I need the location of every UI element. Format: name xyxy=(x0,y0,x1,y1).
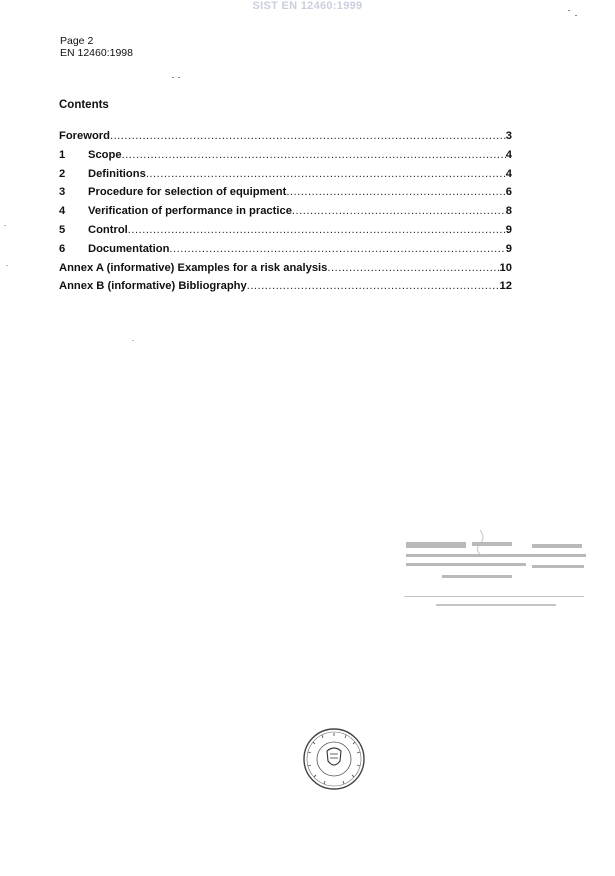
toc-leader-dots xyxy=(128,224,506,236)
toc-entry-title: Verification of performance in practice xyxy=(88,205,292,218)
toc-entry-number: 3 xyxy=(59,186,66,199)
toc-leader-dots xyxy=(146,168,506,180)
toc-entry-number: 4 xyxy=(59,205,66,218)
contents-heading: Contents xyxy=(59,99,109,111)
standard-number: EN 12460:1998 xyxy=(60,47,133,59)
toc-entry-number: 5 xyxy=(59,223,66,236)
toc-entry-annex-a[interactable] xyxy=(59,262,512,281)
toc-entry-title: Procedure for selection of equipment xyxy=(88,186,287,199)
toc-entry-page: 8 xyxy=(505,205,512,218)
toc-entry-control[interactable] xyxy=(59,224,512,243)
seal-image xyxy=(300,727,368,791)
scan-speck xyxy=(132,340,134,341)
toc-entry-foreword[interactable] xyxy=(59,130,512,149)
toc-leader-dots xyxy=(286,186,505,198)
toc-entry-number: 6 xyxy=(59,242,66,255)
toc-entry-number: 1 xyxy=(59,148,66,161)
toc-entry-scope[interactable] xyxy=(59,149,512,168)
round-seal xyxy=(300,727,368,796)
scan-speck xyxy=(575,15,577,16)
toc-leader-dots xyxy=(247,280,500,292)
toc-entry-page: 3 xyxy=(505,130,512,142)
toc-entry-page: 9 xyxy=(505,242,512,255)
faded-stamp-image xyxy=(402,530,592,620)
toc-leader-dots xyxy=(122,149,506,161)
toc-entry-title: Control xyxy=(88,223,128,236)
toc-entry-procedure[interactable] xyxy=(59,186,512,205)
scan-speck xyxy=(568,10,570,11)
toc-entry-annex-b[interactable] xyxy=(59,280,512,299)
watermark: SIST EN 12460:1999 xyxy=(252,0,363,12)
toc-entry-page: 6 xyxy=(505,186,512,199)
toc-entry-page: 4 xyxy=(505,167,512,180)
table-of-contents xyxy=(59,130,512,299)
toc-leader-dots xyxy=(110,130,506,142)
toc-entry-page: 4 xyxy=(505,148,512,161)
toc-entry-title: Annex A (informative) Examples for a risk analysis xyxy=(59,261,328,274)
toc-entry-page: 12 xyxy=(499,280,512,293)
toc-leader-dots xyxy=(327,262,499,274)
toc-entry-title: Definitions xyxy=(88,167,146,180)
toc-entry-page: 10 xyxy=(499,261,512,274)
scan-speck xyxy=(178,77,180,78)
toc-entry-verification[interactable] xyxy=(59,205,512,224)
page-header xyxy=(60,35,133,59)
scan-speck xyxy=(6,265,8,266)
scan-speck xyxy=(4,225,6,226)
toc-leader-dots xyxy=(169,243,505,255)
scan-speck xyxy=(172,77,174,78)
toc-entry-definitions[interactable] xyxy=(59,168,512,187)
toc-entry-title: Scope xyxy=(88,148,122,161)
faded-stamp xyxy=(402,530,592,625)
page-number: Page 2 xyxy=(60,35,94,47)
toc-entry-page: 9 xyxy=(505,223,512,236)
toc-entry-number: 2 xyxy=(59,167,66,180)
toc-entry-title: Documentation xyxy=(88,242,170,255)
toc-entry-title: Foreword xyxy=(59,130,110,142)
toc-entry-title: Annex B (informative) Bibliography xyxy=(59,280,247,293)
toc-entry-documentation[interactable] xyxy=(59,243,512,262)
toc-leader-dots xyxy=(292,205,506,217)
